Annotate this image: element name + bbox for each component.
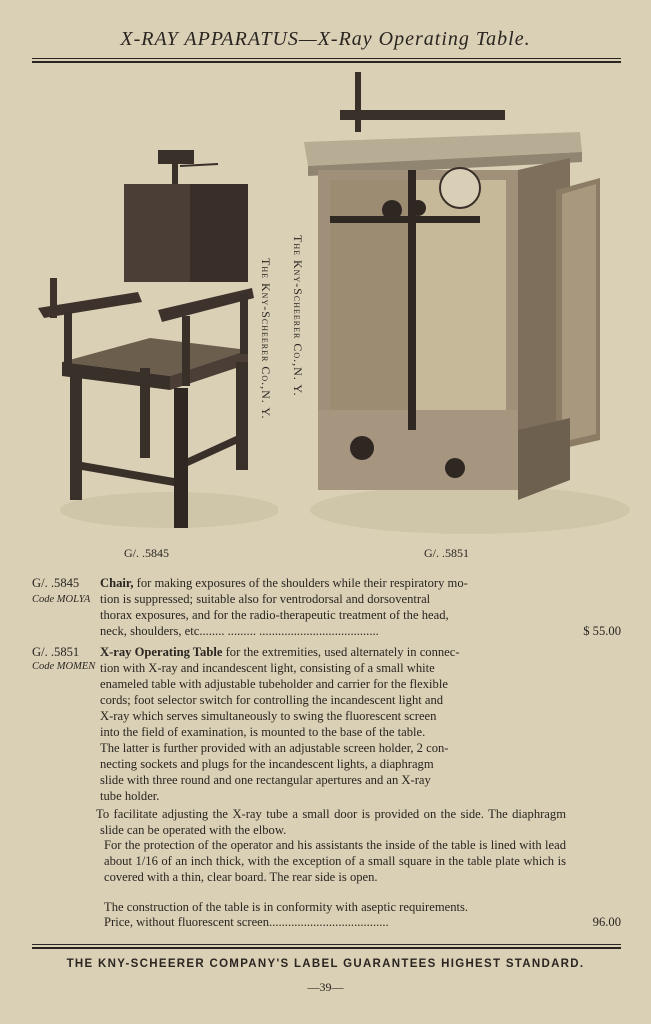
bottom-rule (32, 944, 621, 949)
description-line: tube holder. (100, 789, 160, 803)
page-number: —39— (307, 980, 344, 994)
chair-caption: G/. .5845 (124, 546, 169, 560)
description-line: into the field of examination, is mounted to the base of the table. (100, 725, 426, 739)
paragraph-lead-lining: For the protection of the operator and his assistants the inside of the table is lined with lead about 1/16 of an inch thick, with the exception of a small square in the table plate which is covered with a thin, clear board. The rear side is open. (104, 838, 566, 885)
description-line: necting sockets and plugs for the incandescent lights, a diaphragm (100, 757, 434, 771)
description-line: The latter is further provided with an adjustable screen holder, 2 con- (100, 741, 449, 755)
xray-table-illustration (300, 70, 630, 540)
description-line: neck, shoulders, etc........ ......... ...................................... (100, 624, 379, 638)
description-line: enameled table with adjustable tubeholder and carrier for the flexible (100, 677, 448, 691)
price: $ 55.00 (583, 624, 621, 638)
paragraph-door: To facilitate adjusting the X-ray tube a small door is provided on the side. The diaphragm slide can be operated with the elbow. (96, 807, 566, 838)
description-start: for the extremities, used alternately in connec- (225, 645, 460, 659)
entry-first-line (100, 645, 460, 660)
description-line: tion is suppressed; suitable also for ventrodorsal and dorsoventral (100, 592, 431, 606)
description-line: thorax exposures, and for the radio-therapeutic treatment of the head, (100, 608, 449, 622)
chair-illustration (30, 140, 278, 535)
code-word: Code MOLYA (32, 594, 91, 605)
entry-first-line (100, 576, 468, 591)
description-line: cords; foot selector switch for controlling the incandescent light and (100, 693, 444, 707)
product-name: Chair, (100, 576, 134, 590)
description-line: slide with three round and one rectangular apertures and an X-ray (100, 773, 431, 787)
final-price: 96.00 (592, 915, 621, 929)
description-line: X-ray which serves simultaneously to swing the fluorescent screen (100, 709, 437, 723)
table-caption: G/. .5851 (424, 546, 469, 560)
final-price-line: Price, without fluorescent screen...................................... (104, 915, 389, 929)
page-title: X-RAY APPARATUS—X-Ray Operating Table. (120, 28, 531, 50)
catalog-number: G/. .5845 (32, 576, 80, 590)
description-start: for making exposures of the shoulders while their respiratory mo- (136, 576, 468, 590)
catalog-number: G/. .5851 (32, 645, 80, 659)
table-maker-label: The Kny-Scheerer Co.,N. Y. (291, 235, 305, 397)
chair-maker-label: The Kny-Scheerer Co.,N. Y. (259, 258, 273, 420)
description-line: tion with X-ray and incandescent light, consisting of a small white (100, 661, 435, 675)
code-word: Code MOMEN (32, 661, 96, 672)
product-name: X-ray Operating Table (100, 645, 223, 659)
footer-slogan: THE KNY-SCHEERER COMPANY'S LABEL GUARANTEES HIGHEST STANDARD. (66, 958, 585, 970)
paragraph-aseptic: The construction of the table is in conformity with aseptic requirements. (104, 900, 469, 914)
top-rule (32, 58, 621, 63)
